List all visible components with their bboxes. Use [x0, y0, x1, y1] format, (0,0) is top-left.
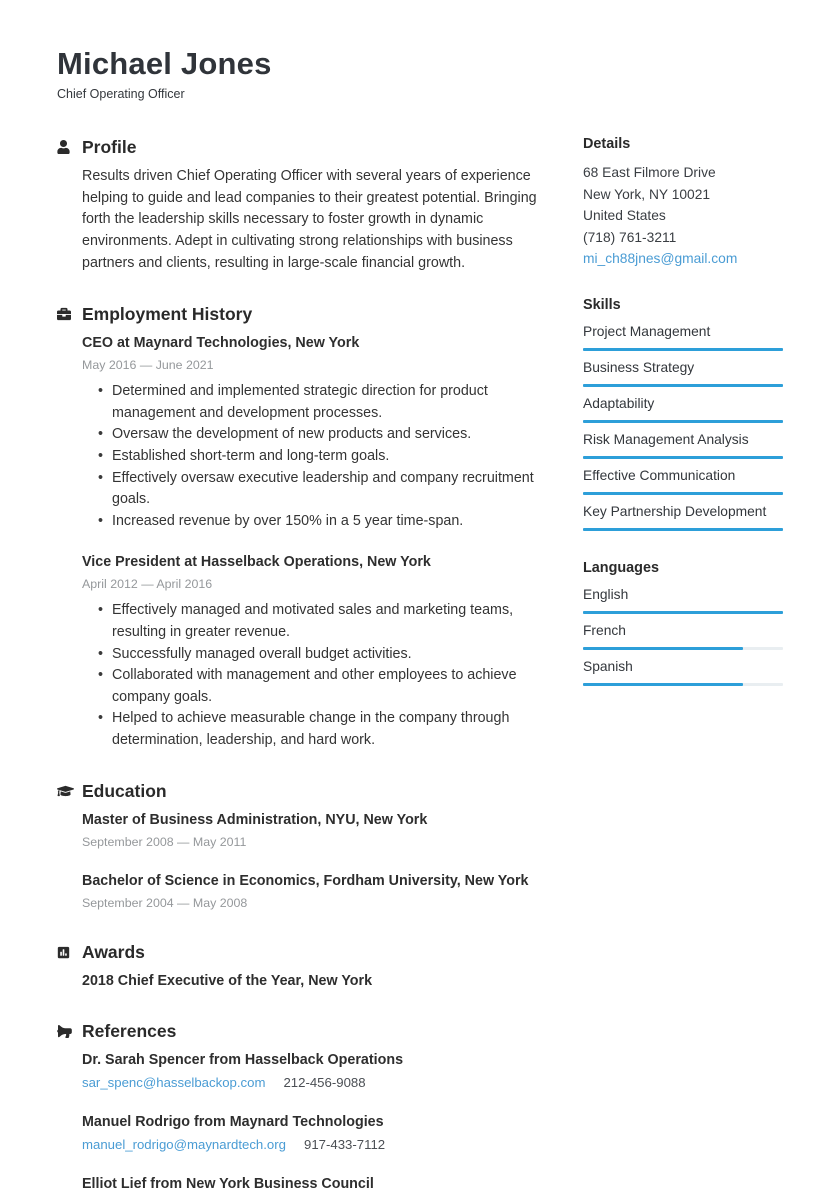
skill-item — [583, 395, 783, 423]
job-bullet: • Oversaw the development of new products and services. — [112, 424, 560, 446]
skill-meter — [583, 348, 783, 351]
reference-contact — [82, 1136, 560, 1154]
degree-title: Bachelor of Science in Economics, Fordham University, New York — [82, 873, 529, 890]
job-entry — [82, 334, 560, 532]
skill-label: Adaptability — [583, 395, 655, 411]
main-column — [57, 135, 560, 1194]
language-label: French — [583, 622, 626, 638]
section-references — [57, 1019, 560, 1194]
language-meter — [583, 647, 783, 650]
skill-meter-fill — [583, 348, 783, 351]
phone-number: (718) 761-3211 — [583, 229, 677, 245]
references-heading-row — [57, 1019, 560, 1043]
skill-label: Effective Communication — [583, 467, 736, 483]
reference-phone: 917-433-7112 — [303, 1137, 386, 1153]
employment-heading-row — [57, 302, 560, 326]
language-meter — [583, 683, 783, 686]
skill-meter-fill — [583, 528, 783, 531]
skill-meter-fill — [583, 492, 783, 495]
skill-item — [583, 503, 783, 531]
award-title: 2018 Chief Executive of the Year, New York — [82, 973, 373, 990]
education-entry — [82, 872, 560, 912]
job-bullet-list — [82, 600, 560, 751]
skill-item — [583, 359, 783, 387]
skill-meter-fill — [583, 420, 783, 423]
job-dates: April 2012 — April 2016 — [82, 577, 213, 592]
content-columns — [57, 135, 783, 1194]
sidebar-languages — [583, 559, 783, 686]
job-bullet: • Effectively oversaw executive leadership and company recruitment goals. — [112, 468, 560, 511]
reference-name: Elliot Lief from New York Business Council — [82, 1176, 374, 1193]
job-bullet: • Established short-term and long-term goals. — [112, 446, 560, 468]
language-item — [583, 658, 783, 686]
profile-heading: Profile — [82, 137, 137, 158]
megaphone-icon — [57, 1025, 82, 1038]
reference-phone: 212-456-9088 — [283, 1075, 366, 1091]
job-bullet: • Determined and implemented strategic direction for product management and development processes. — [112, 381, 560, 424]
award-entry — [82, 972, 560, 991]
section-profile — [57, 135, 560, 274]
job-bullet: • Helped to achieve measurable change in the company through determination, leadership, and hard work. — [112, 708, 560, 751]
reference-entry — [82, 1113, 560, 1154]
degree-title: Master of Business Administration, NYU, New York — [82, 812, 428, 829]
email-link[interactable]: mi_ch88jnes@gmail.com — [583, 251, 738, 267]
graduation-cap-icon — [57, 784, 82, 798]
sidebar-details — [583, 135, 783, 270]
skill-label: Risk Management Analysis — [583, 431, 749, 447]
awards-heading-row — [57, 940, 560, 964]
skills-heading: Skills — [583, 296, 621, 313]
job-entry — [82, 553, 560, 751]
job-title: CEO at Maynard Technologies, New York — [82, 335, 360, 352]
skill-item — [583, 323, 783, 351]
skill-meter — [583, 492, 783, 495]
user-icon — [57, 140, 82, 154]
job-bullet: • Collaborated with management and other employees to achieve company goals. — [112, 665, 560, 708]
skill-label: Project Management — [583, 323, 711, 339]
awards-heading: Awards — [82, 942, 145, 963]
job-bullet: • Increased revenue by over 150% in a 5 year time-span. — [112, 511, 560, 533]
job-bullet: • Effectively managed and motivated sales and marketing teams, resulting in greater revenue. — [112, 600, 560, 643]
sidebar-skills — [583, 296, 783, 531]
job-title: Vice President at Hasselback Operations, New York — [82, 554, 431, 571]
language-item — [583, 586, 783, 614]
language-meter-fill — [583, 647, 743, 650]
section-awards — [57, 940, 560, 991]
degree-dates: September 2008 — May 2011 — [82, 835, 247, 850]
skill-meter-fill — [583, 384, 783, 387]
job-dates: May 2016 — June 2021 — [82, 358, 214, 373]
reference-name: Dr. Sarah Spencer from Hasselback Operations — [82, 1052, 404, 1069]
education-heading-row — [57, 779, 560, 803]
address-line-2: New York, NY 10021 — [583, 186, 711, 202]
skill-meter — [583, 528, 783, 531]
skill-meter — [583, 456, 783, 459]
bar-chart-icon — [57, 946, 82, 959]
profile-heading-row — [57, 135, 560, 159]
language-label: Spanish — [583, 658, 633, 674]
person-job-title: Chief Operating Officer — [57, 87, 185, 102]
address-line-1: 68 East Filmore Drive — [583, 165, 716, 181]
email-row — [583, 248, 783, 270]
reference-contact — [82, 1074, 560, 1092]
resume-header — [57, 45, 783, 101]
skill-meter — [583, 420, 783, 423]
languages-heading: Languages — [583, 559, 659, 576]
job-bullet-list — [82, 381, 560, 532]
education-entry — [82, 811, 560, 851]
education-heading: Education — [82, 781, 167, 802]
language-label: English — [583, 586, 629, 602]
degree-dates: September 2004 — May 2008 — [82, 896, 248, 911]
address-country: United States — [583, 208, 666, 224]
language-item — [583, 622, 783, 650]
profile-summary: Results driven Chief Operating Officer with several years of experience helping to guide and lead companies to their greatest potential. Bringing forth the leadership skills necessary to foster growth in dynamic environments. Adept in cultivating strong relationships with business partners and clients, resulting in large-scale financial growth. — [82, 168, 537, 271]
section-education — [57, 779, 560, 912]
section-employment-history — [57, 302, 560, 751]
details-heading: Details — [583, 136, 631, 153]
reference-entry — [82, 1175, 560, 1194]
reference-email-link[interactable]: sar_spenc@hasselbackop.com — [82, 1075, 266, 1091]
language-meter-fill — [583, 611, 783, 614]
language-meter-fill — [583, 683, 743, 686]
reference-entry — [82, 1051, 560, 1092]
skill-item — [583, 431, 783, 459]
skill-item — [583, 467, 783, 495]
skill-label: Key Partnership Development — [583, 503, 767, 519]
skill-label: Business Strategy — [583, 359, 695, 375]
skill-meter — [583, 384, 783, 387]
briefcase-icon — [57, 307, 82, 321]
references-heading: References — [82, 1021, 177, 1042]
reference-email-link[interactable]: manuel_rodrigo@maynardtech.org — [82, 1137, 286, 1153]
person-name: Michael Jones — [57, 46, 272, 81]
employment-heading: Employment History — [82, 304, 253, 325]
skill-meter-fill — [583, 456, 783, 459]
reference-name: Manuel Rodrigo from Maynard Technologies — [82, 1114, 384, 1131]
job-bullet: • Successfully managed overall budget activities. — [112, 644, 560, 666]
language-meter — [583, 611, 783, 614]
sidebar-column — [583, 135, 783, 1194]
